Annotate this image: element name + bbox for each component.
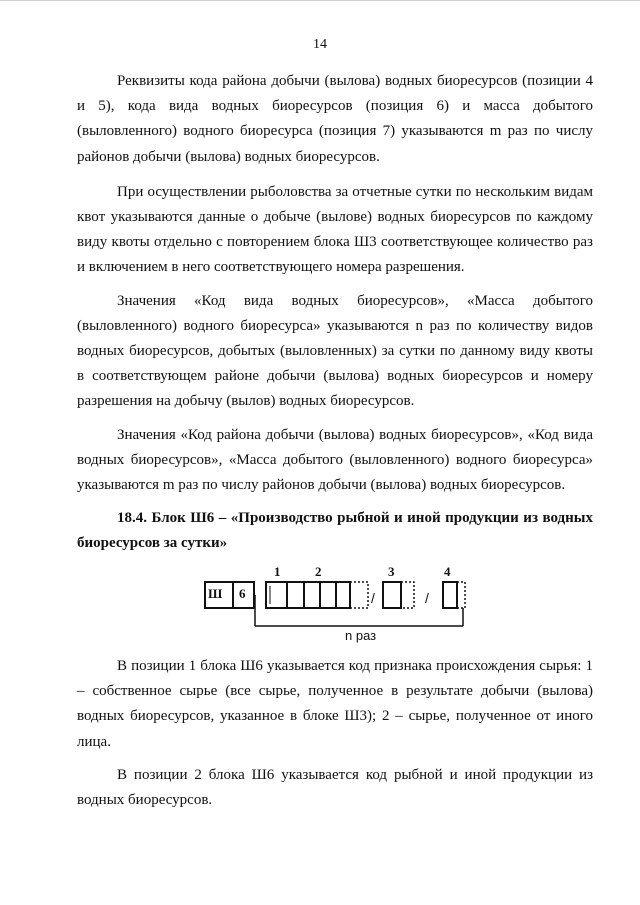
paragraph: В позиции 1 блока Ш6 указывается код признака происхождения сырья: 1 – собственное сырье (все сырье, полученное в результате добычи (вылова) водных биоресурсов, указанное в блоке Ш3); 2 – сырье, полученное от иного лица. <box>77 658 593 750</box>
repeat-bracket <box>255 595 463 626</box>
block-number: 6 <box>239 586 246 601</box>
paragraph: Реквизиты кода района добычи (вылова) водных биоресурсов (позиции 4 и 5), кода вида водных биоресурсов (позиция 6) и масса добытого (выловленного) водного биоресурса (позиция 7) указываются m раз по числу районов добычи (вылова) водных биоресурсов. <box>77 73 593 165</box>
body-text-top <box>77 69 593 557</box>
position-label-1: 1 <box>274 564 281 579</box>
block-letter: Ш <box>208 586 223 601</box>
position-label-4: 4 <box>444 564 451 579</box>
separator-slash: / <box>371 590 375 606</box>
page-number: 14 <box>313 37 327 52</box>
cell-position-4 <box>443 582 465 608</box>
cells-position-1-2 <box>266 582 368 608</box>
repeat-label: n раз <box>345 628 377 643</box>
paragraph: При осуществлении рыболовства за отчетные сутки по нескольким видам квот указываются данные о добыче (вылове) водных биоресурсов по каждому виду квоты отдельно с повторением блока Ш3 соответствующее количество раз и включением в него соответствующего номера разрешения. <box>77 183 593 276</box>
cell-position-3 <box>383 582 414 608</box>
body-text-bottom <box>77 654 593 813</box>
paragraph: Значения «Код района добычи (вылова) водных биоресурсов», «Код вида водных биоресурсов», «Масса добытого (выловленного) водного биоресурса» указываются m раз по числу районов добычи (вылова) водных биоресурсов. <box>77 426 593 494</box>
top-edge-line <box>0 0 640 1</box>
section-heading: 18.4. Блок Ш6 – «Производство рыбной и иной продукции из водных биоресурсов за сутки» <box>77 510 593 552</box>
paragraph: В позиции 2 блока Ш6 указывается код рыбной и иной продукции из водных биоресурсов. <box>77 766 593 809</box>
position-label-2: 2 <box>315 564 322 579</box>
position-label-3: 3 <box>388 564 395 579</box>
paragraph: Значения «Код вида водных биоресурсов», «Масса добытого (выловленного) водного биоресурса» указываются n раз по количеству видов водных биоресурсов, добытых (выловленных) за сутки по данному виду квоты в соответствующем районе добычи (вылова) водных биоресурсов и номеру разрешения на добычу (вылов) водных биоресурсов. <box>77 292 593 410</box>
separator-slash: / <box>425 590 429 606</box>
